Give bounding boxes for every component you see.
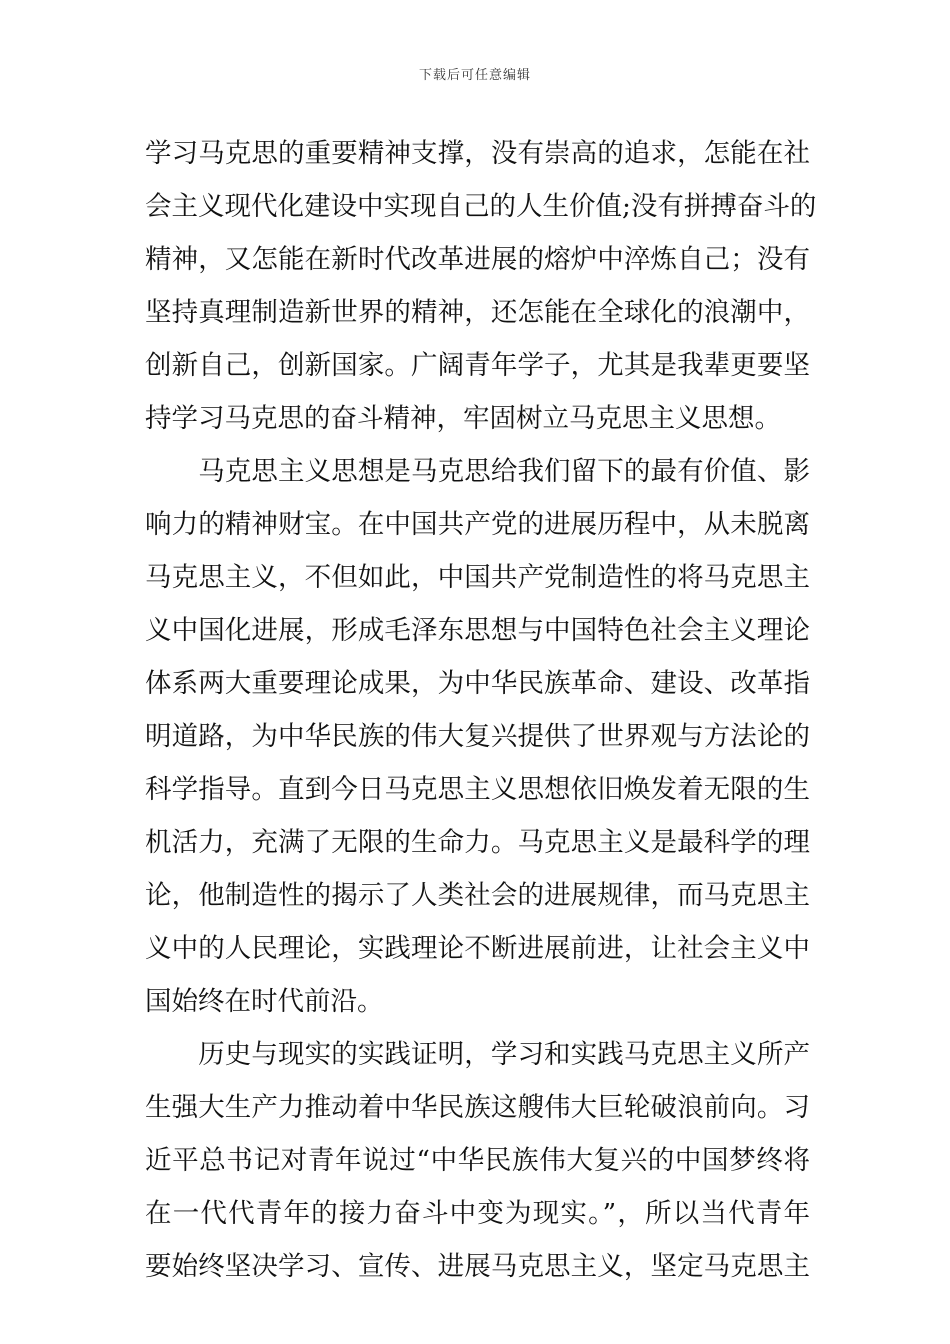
text-line: 生强大生产力推动着中华民族这艘伟大巨轮破浪前向。习 (145, 1092, 810, 1123)
paragraph-2 (145, 445, 810, 1028)
text-line: 近平总书记对青年说过“中华民族伟大复兴的中国梦终将 (145, 1145, 810, 1176)
text-line: 国始终在时代前沿。 (145, 986, 384, 1017)
text-line: 明道路，为中华民族的伟大复兴提供了世界观与方法论的 (145, 721, 810, 752)
text-line: 机活力，充满了无限的生命力。马克思主义是最科学的理 (145, 827, 810, 858)
text-line: 响力的精神财宝。在中国共产党的进展历程中，从未脱离 (145, 509, 810, 540)
text-line: 义中的人民理论，实践理论不断进展前进，让社会主义中 (145, 933, 810, 964)
text-line: 学习马克思的重要精神支撑，没有崇高的追求，怎能在社 (145, 138, 810, 169)
text-line: 要始终坚决学习、宣传、进展马克思主义，坚定马克思主 (145, 1251, 810, 1282)
text-line: 创新自己，创新国家。广阔青年学子，尤其是我辈更要坚 (145, 350, 810, 381)
paragraph-3 (145, 1028, 810, 1293)
text-line: 马克思主义，不但如此，中国共产党制造性的将马克思主 (145, 562, 810, 593)
paragraph-1 (145, 127, 817, 445)
document-body (145, 127, 817, 1293)
text-line: 坚持真理制造新世界的精神，还怎能在全球化的浪潮中， (145, 297, 810, 328)
text-line: 体系两大重要理论成果，为中华民族革命、建设、改革指 (145, 668, 810, 699)
text-line: 科学指导。直到今日马克思主义思想依旧焕发着无限的生 (145, 774, 810, 805)
text-line: 在一代代青年的接力奋斗中变为现实。”，所以当代青年 (145, 1198, 810, 1229)
page-header: 下载后可任意编辑 (418, 68, 531, 83)
text-line: 论，他制造性的揭示了人类社会的进展规律，而马克思主 (145, 880, 810, 911)
text-line: 义中国化进展，形成毛泽东思想与中国特色社会主义理论 (145, 615, 810, 646)
text-line: 会主义现代化建设中实现自己的人生价值;没有拼搏奋斗的 (145, 191, 817, 222)
text-line: 马克思主义思想是马克思给我们留下的最有价值、影 (145, 456, 810, 487)
text-line: 历史与现实的实践证明，学习和实践马克思主义所产 (145, 1039, 810, 1070)
text-line: 精神，又怎能在新时代改革进展的熔炉中淬炼自己；没有 (145, 244, 810, 275)
text-line: 持学习马克思的奋斗精神，牢固树立马克思主义思想。 (145, 403, 781, 434)
